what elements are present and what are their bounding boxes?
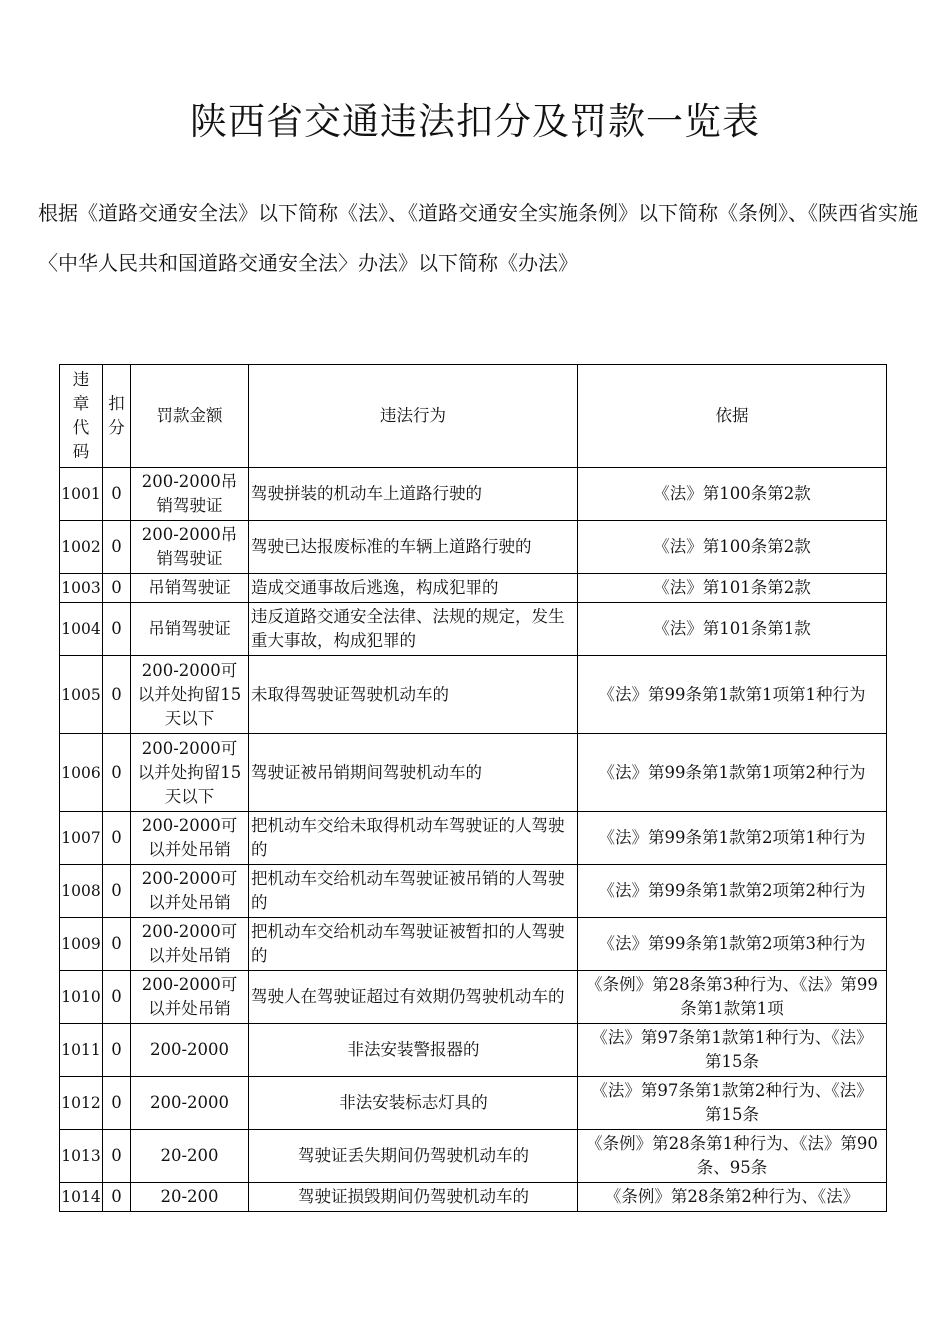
cell-basis: 《法》第101条第2款 xyxy=(578,574,887,603)
page-title: 陕西省交通违法扣分及罚款一览表 xyxy=(190,100,760,143)
cell-basis: 《法》第99条第1款第2项第1种行为 xyxy=(578,812,887,865)
table-row xyxy=(60,1130,887,1183)
cell-points: 0 xyxy=(103,1130,131,1183)
cell-code: 1013 xyxy=(60,1130,103,1183)
cell-fine: 200-2000吊销驾驶证 xyxy=(131,468,249,521)
header-code: 违章代码 xyxy=(60,365,103,468)
cell-fine: 200-2000可以并处吊销 xyxy=(131,971,249,1024)
cell-behavior: 驾驶已达报废标准的车辆上道路行驶的 xyxy=(249,521,578,574)
table-row xyxy=(60,1077,887,1130)
cell-behavior: 把机动车交给机动车驾驶证被吊销的人驾驶的 xyxy=(249,865,578,918)
cell-fine: 20-200 xyxy=(131,1183,249,1212)
cell-behavior: 驾驶证被吊销期间驾驶机动车的 xyxy=(249,734,578,812)
cell-basis: 《法》第99条第1款第2项第2种行为 xyxy=(578,865,887,918)
header-points: 扣分 xyxy=(103,365,131,468)
cell-points: 0 xyxy=(103,1077,131,1130)
cell-basis: 《法》第99条第1款第1项第2种行为 xyxy=(578,734,887,812)
table-row xyxy=(60,812,887,865)
cell-basis: 《法》第97条第1款第2种行为、《法》第15条 xyxy=(578,1077,887,1130)
cell-code: 1001 xyxy=(60,468,103,521)
cell-fine: 200-2000可以并处拘留15天以下 xyxy=(131,734,249,812)
cell-behavior: 未取得驾驶证驾驶机动车的 xyxy=(249,656,578,734)
cell-points: 0 xyxy=(103,574,131,603)
cell-behavior: 非法安装标志灯具的 xyxy=(249,1077,578,1130)
cell-behavior: 把机动车交给未取得机动车驾驶证的人驾驶的 xyxy=(249,812,578,865)
cell-fine: 20-200 xyxy=(131,1130,249,1183)
cell-fine: 200-2000可以并处吊销 xyxy=(131,918,249,971)
table-row xyxy=(60,521,887,574)
cell-behavior: 驾驶人在驾驶证超过有效期仍驾驶机动车的 xyxy=(249,971,578,1024)
cell-points: 0 xyxy=(103,656,131,734)
cell-basis: 《条例》第28条第2种行为、《法》 xyxy=(578,1183,887,1212)
cell-basis: 《条例》第28条第3种行为、《法》第99条第1款第1项 xyxy=(578,971,887,1024)
cell-points: 0 xyxy=(103,603,131,656)
cell-points: 0 xyxy=(103,865,131,918)
table-row xyxy=(60,918,887,971)
cell-fine: 200-2000可以并处吊销 xyxy=(131,865,249,918)
table-row xyxy=(60,1183,887,1212)
cell-points: 0 xyxy=(103,734,131,812)
cell-basis: 《法》第101条第1款 xyxy=(578,603,887,656)
cell-code: 1007 xyxy=(60,812,103,865)
violations-table xyxy=(59,364,887,1212)
cell-basis: 《法》第99条第1款第1项第1种行为 xyxy=(578,656,887,734)
cell-basis: 《法》第97条第1款第1种行为、《法》第15条 xyxy=(578,1024,887,1077)
header-basis: 依据 xyxy=(578,365,887,468)
cell-points: 0 xyxy=(103,812,131,865)
intro-paragraph: 根据《道路交通安全法》以下简称《法》、《道路交通安全实施条例》以下简称《条例》、《陕西省实施〈中华人民共和国道路交通安全法〉办法》以下简称《办法》 xyxy=(38,201,918,275)
cell-behavior: 违反道路交通安全法律、法规的规定，发生重大事故，构成犯罪的 xyxy=(249,603,578,656)
table-row xyxy=(60,468,887,521)
cell-fine: 200-2000可以并处吊销 xyxy=(131,812,249,865)
cell-behavior: 驾驶拼装的机动车上道路行驶的 xyxy=(249,468,578,521)
cell-behavior: 把机动车交给机动车驾驶证被暂扣的人驾驶的 xyxy=(249,918,578,971)
table-row xyxy=(60,603,887,656)
cell-code: 1002 xyxy=(60,521,103,574)
cell-code: 1012 xyxy=(60,1077,103,1130)
cell-fine: 吊销驾驶证 xyxy=(131,603,249,656)
header-behavior: 违法行为 xyxy=(249,365,578,468)
cell-fine: 200-2000 xyxy=(131,1024,249,1077)
cell-basis: 《条例》第28条第1种行为、《法》第90条、95条 xyxy=(578,1130,887,1183)
cell-behavior: 非法安装警报器的 xyxy=(249,1024,578,1077)
table-row xyxy=(60,865,887,918)
cell-points: 0 xyxy=(103,468,131,521)
table-row xyxy=(60,574,887,603)
cell-code: 1006 xyxy=(60,734,103,812)
cell-code: 1008 xyxy=(60,865,103,918)
cell-points: 0 xyxy=(103,521,131,574)
cell-code: 1014 xyxy=(60,1183,103,1212)
cell-points: 0 xyxy=(103,918,131,971)
cell-behavior: 驾驶证损毁期间仍驾驶机动车的 xyxy=(249,1183,578,1212)
cell-code: 1009 xyxy=(60,918,103,971)
cell-basis: 《法》第100条第2款 xyxy=(578,468,887,521)
table-row xyxy=(60,971,887,1024)
cell-basis: 《法》第100条第2款 xyxy=(578,521,887,574)
cell-code: 1003 xyxy=(60,574,103,603)
cell-basis: 《法》第99条第1款第2项第3种行为 xyxy=(578,918,887,971)
table-row xyxy=(60,1024,887,1077)
cell-fine: 200-2000吊销驾驶证 xyxy=(131,521,249,574)
table-header-row xyxy=(60,365,887,468)
cell-points: 0 xyxy=(103,1183,131,1212)
cell-behavior: 造成交通事故后逃逸，构成犯罪的 xyxy=(249,574,578,603)
cell-code: 1005 xyxy=(60,656,103,734)
table-row xyxy=(60,656,887,734)
cell-code: 1004 xyxy=(60,603,103,656)
cell-code: 1011 xyxy=(60,1024,103,1077)
cell-fine: 200-2000可以并处拘留15天以下 xyxy=(131,656,249,734)
table-row xyxy=(60,734,887,812)
cell-code: 1010 xyxy=(60,971,103,1024)
cell-points: 0 xyxy=(103,1024,131,1077)
header-fine: 罚款金额 xyxy=(131,365,249,468)
cell-fine: 200-2000 xyxy=(131,1077,249,1130)
cell-points: 0 xyxy=(103,971,131,1024)
cell-behavior: 驾驶证丢失期间仍驾驶机动车的 xyxy=(249,1130,578,1183)
cell-fine: 吊销驾驶证 xyxy=(131,574,249,603)
